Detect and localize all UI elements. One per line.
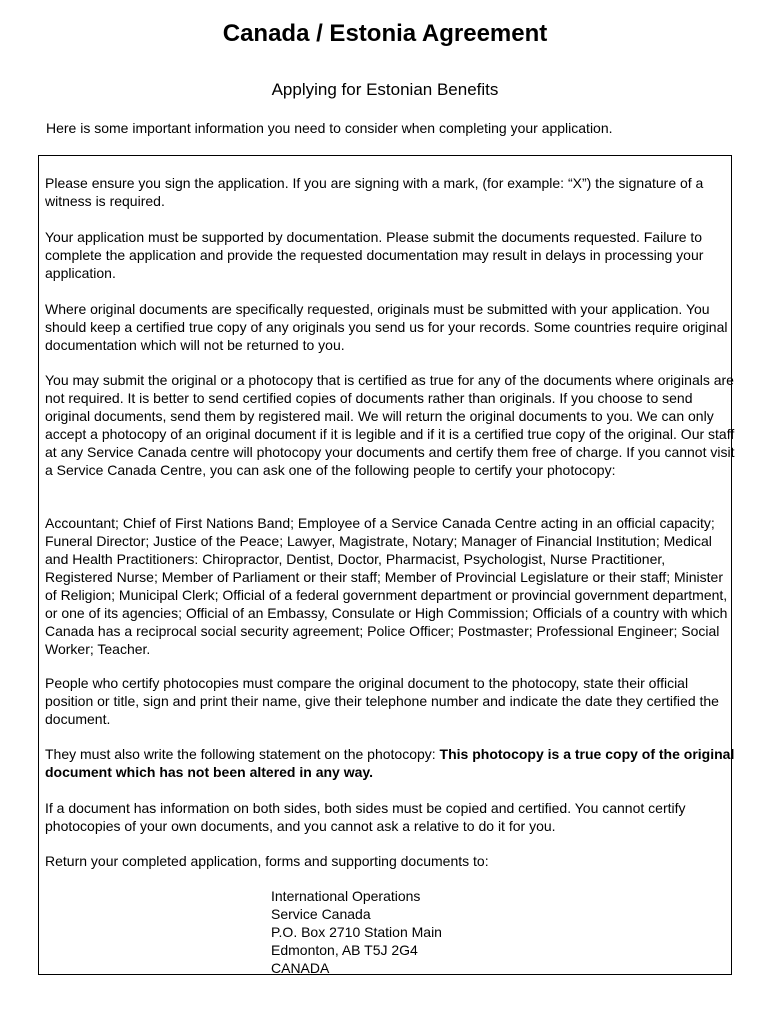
return-instructions-paragraph: Return your completed application, forms and supporting documents to: (45, 853, 489, 869)
address-line-department: Service Canada (271, 906, 371, 922)
address-line-city: Edmonton, AB T5J 2G4 (271, 942, 418, 958)
both-sides-paragraph: If a document has information on both sides, both sides must be copied and certified. You cannot certify photocopies of your own documents, and you cannot ask a relative to do it for you. (45, 800, 686, 834)
document-title: Canada / Estonia Agreement (222, 20, 548, 47)
photocopy-paragraph: You may submit the original or a photocopy that is certified as true for any of the documents where originals are not required. It is better to send certified copies of documents rather than originals. If you choose to send original documents, send them by registered mail. We will return the original documents to you. We can only accept a photocopy of an original document if it is legible and if it is a certified true copy of the original. Our staff at any Service Canada centre will photocopy your documents and certify them free of charge. If you cannot visit a Service Canada Centre, you can ask one of the following people to certify your photocopy: (45, 372, 735, 478)
mailing-address (271, 887, 442, 977)
intro-text: Here is some important information you need to consider when completing your application. (46, 120, 613, 136)
original-documents-paragraph: Where original documents are specifically requested, originals must be submitted with your application. You should keep a certified true copy of any originals you send us for your records. Some countries require original documentation which will not be returned to you. (45, 301, 728, 353)
address-line-organization: International Operations (271, 888, 421, 904)
statement-lead-text: They must also write the following statement on the photocopy: (45, 746, 440, 762)
documentation-paragraph: Your application must be supported by documentation. Please submit the documents requested. Failure to complete the application and provide the requested documentation may result in delays in processing your application. (45, 229, 704, 281)
statement-bold-text: This photocopy is a true copy of the original document which has not been altered in any way. (45, 746, 735, 780)
document-subtitle: Applying for Estonian Benefits (271, 80, 499, 99)
address-line-po-box: P.O. Box 2710 Station Main (271, 924, 442, 940)
address-line-country: CANADA (271, 960, 330, 976)
signature-paragraph: Please ensure you sign the application. If you are signing with a mark, (for example: “X”) the signature of a witness is required. (45, 175, 704, 209)
certifiers-list-paragraph: Accountant; Chief of First Nations Band; Employee of a Service Canada Centre acting in an official capacity; Funeral Director; Justice of the Peace; Lawyer, Magistrate, Notary; Manager of Financial Institution; Medical and Health Practitioners: Chiropractor, Dentist, Doctor, Pharmacist, Psychologist, Nurse Practitioner, Registered Nurse; Member of Parliament or their staff; Member of Provincial Legislature or their staff; Minister of Religion; Municipal Clerk; Official of a federal government department or provincial government department, or one of its agencies; Official of an Embassy, Consulate or High Commission; Officials of a country with which Canada has a reciprocal social security agreement; Police Officer; Postmaster; Professional Engineer; Social Worker; Teacher. (45, 515, 728, 657)
certification-requirements-paragraph: People who certify photocopies must compare the original document to the photocopy, state their official position or title, sign and print their name, give their telephone number and indicate the date they certified the document. (45, 675, 719, 727)
statement-paragraph (45, 745, 735, 781)
